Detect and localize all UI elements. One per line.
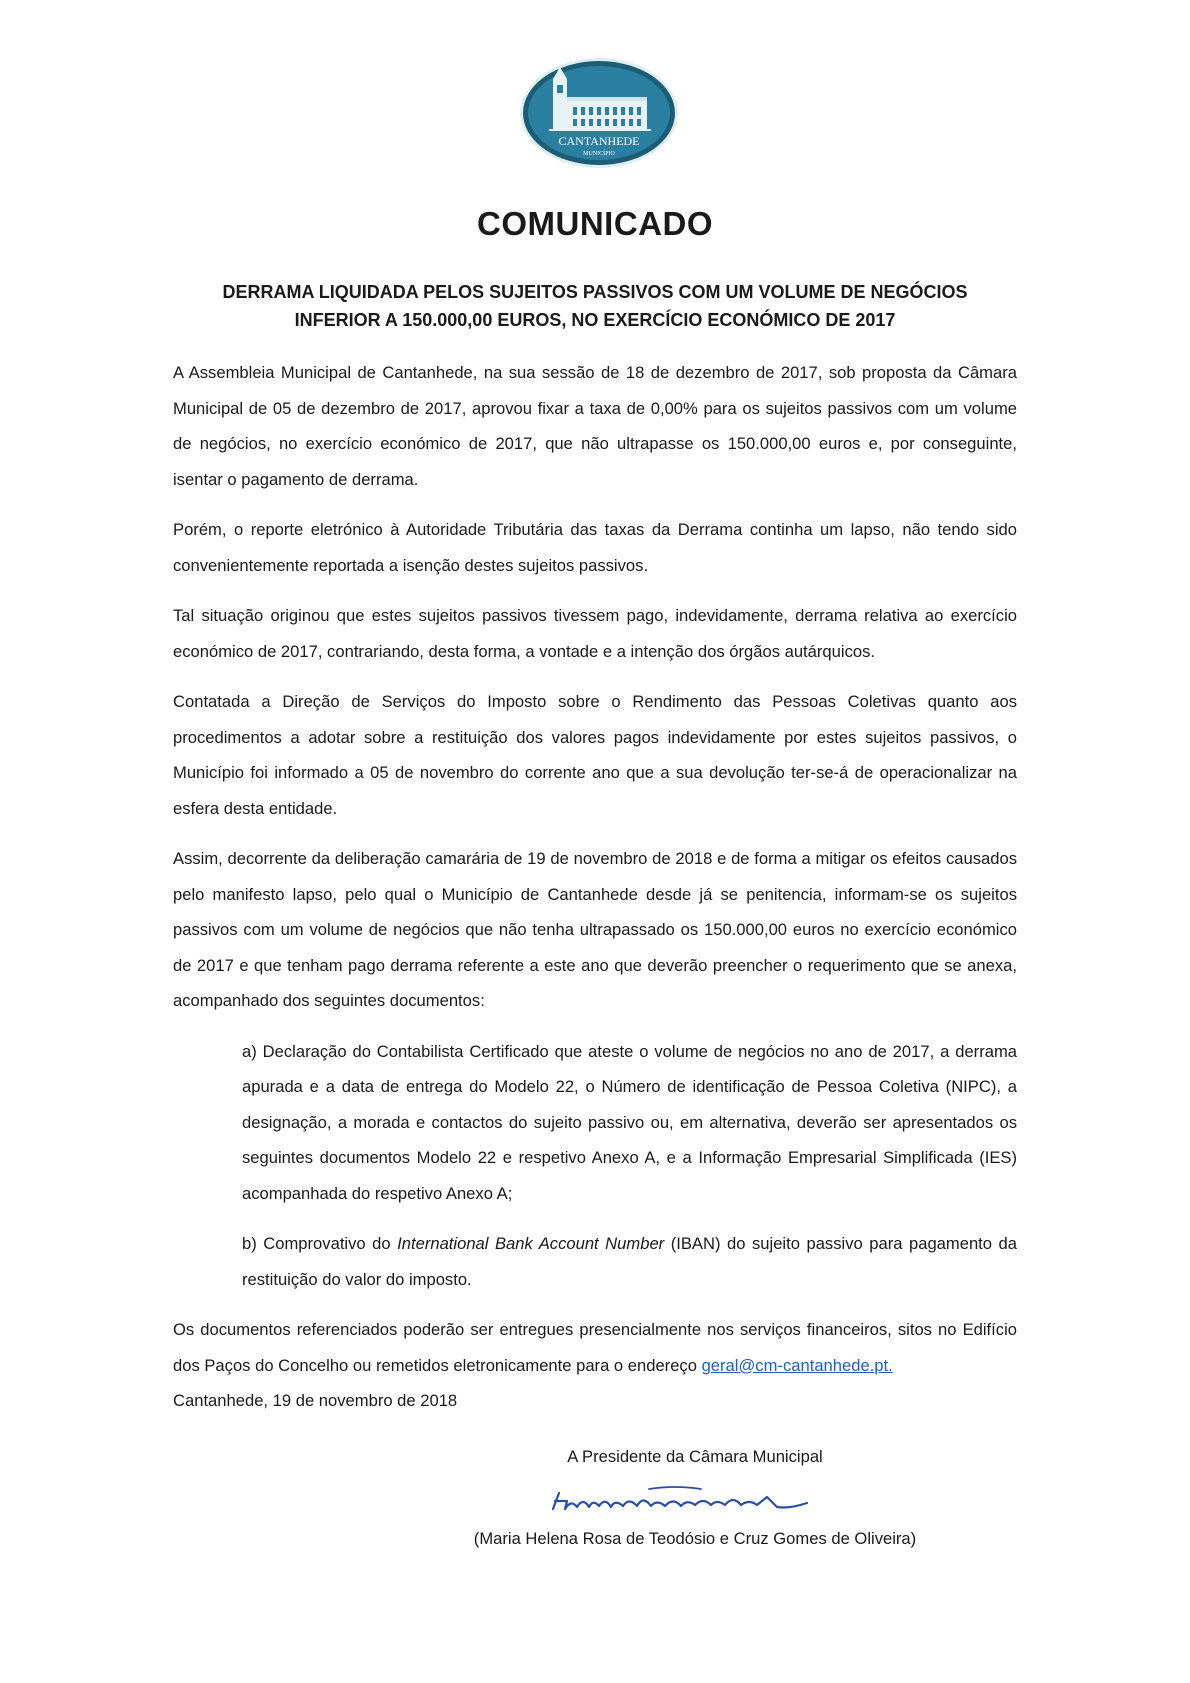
document-body (173, 355, 1017, 1434)
paragraph-6-text: Os documentos referenciados poderão ser entregues presencialmente nos serviços financeiros, sitos no Edifício dos Paços do Concelho ou remetidos eletronicamente para o endereço (173, 1320, 1017, 1375)
paragraph-4: Contatada a Direção de Serviços do Imposto sobre o Rendimento das Pessoas Coletivas quanto aos procedimentos a adotar sobre a restituição dos valores pagos indevidamente por estes sujeitos passivos, o Município foi informado a 05 de novembro do corrente ano que a sua devolução ter-se-á de operacionalizar na esfera desta entidade. (173, 692, 1017, 818)
email-link[interactable]: geral@cm-cantanhede.pt. (701, 1355, 893, 1375)
municipality-logo (519, 57, 679, 169)
list-item-b-italic: International Bank Account Number (397, 1234, 665, 1253)
logo-text-sub: MUNICÍPIO (583, 151, 615, 157)
list-item-b-prefix: b) Comprovativo do (242, 1234, 398, 1253)
subtitle-line-2: INFERIOR A 150.000,00 EUROS, NO EXERCÍCIO ECONÓMICO DE 2017 (294, 310, 896, 330)
paragraph-1: A Assembleia Municipal de Cantanhede, na sua sessão de 18 de dezembro de 2017, sob proposta da Câmara Municipal de 05 de dezembro de 2017, aprovou fixar a taxa de 0,00% para os sujeitos passivos com um volume de negócios, no exercício económico de 2017, que não ultrapasse os 150.000,00 euros e, por conseguinte, isentar o pagamento de derrama. (173, 363, 1017, 489)
date-line: Cantanhede, 19 de novembro de 2018 (173, 1391, 458, 1410)
handwritten-signature-icon (545, 1479, 845, 1519)
signature-role: A Presidente da Câmara Municipal (567, 1447, 823, 1466)
list-item-b-suffix: (IBAN) do sujeito passivo para pagamento da restituição do valor do imposto. (242, 1234, 1017, 1289)
paragraph-3: Tal situação originou que estes sujeitos passivos tivessem pago, indevidamente, derrama relativa ao exercício económico de 2017, contrariando, desta forma, a vontade e a intenção dos órgãos autárquicos. (173, 606, 1017, 661)
paragraph-6 (173, 1312, 1017, 1383)
paragraph-5: Assim, decorrente da deliberação camarária de 19 de novembro de 2018 e de forma a mitigar os efeitos causados pelo manifesto lapso, pelo qual o Município de Cantanhede desde já se penitencia, informam-se os sujeitos passivos com um volume de negócios que não tenha ultrapassado os 150.000,00 euros no exercício económico de 2017 e que tenham pago derrama referente a este ano que deverão preencher o requerimento que se anexa, acompanhado dos seguintes documentos: (173, 849, 1017, 1010)
cantanhede-emblem-icon (519, 57, 679, 169)
list-item-b (242, 1226, 1017, 1297)
document-subtitle (120, 278, 1070, 334)
logo-text-main: CANTANHEDE (558, 134, 640, 148)
list-item-a: a) Declaração do Contabilista Certificado que ateste o volume de negócios no ano de 2017, a derrama apurada e a data de entrega do Modelo 22, o Número de identificação de Pessoa Coletiva (NIPC), a designação, a morada e contactos do sujeito passivo ou, em alternativa, deverão ser apresentados os seguintes documentos Modelo 22 e respetivo Anexo A, e a Informação Empresarial Simplificada (IES) acompanhada do respetivo Anexo A; (242, 1041, 1017, 1203)
signature-block (300, 1443, 1090, 1553)
signatory-name: (Maria Helena Rosa de Teodósio e Cruz Gomes de Oliveira) (473, 1529, 917, 1548)
document-title: COMUNICADO (477, 205, 713, 242)
paragraph-2: Porém, o reporte eletrónico à Autoridade Tributária das taxas da Derrama continha um lapso, não tendo sido convenientemente reportada a isenção destes sujeitos passivos. (173, 520, 1017, 575)
subtitle-line-1: DERRAMA LIQUIDADA PELOS SUJEITOS PASSIVOS COM UM VOLUME DE NEGÓCIOS (222, 282, 968, 302)
